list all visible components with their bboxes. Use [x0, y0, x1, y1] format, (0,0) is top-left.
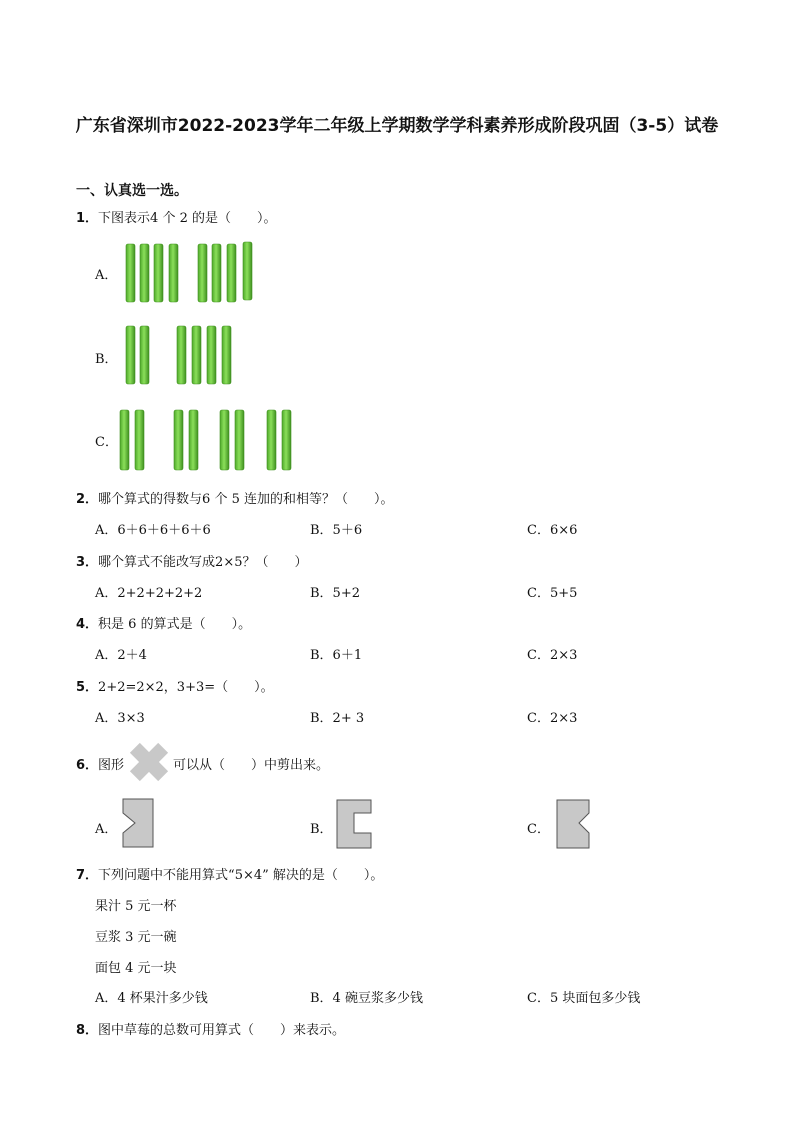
stick — [207, 326, 216, 384]
question-text: 下列问题中不能用算式“5×4” 解决的是（ ）。 — [98, 868, 384, 883]
q2-option-b[interactable]: B．5＋6 — [310, 523, 363, 538]
q6-option-b[interactable]: B． — [310, 822, 333, 837]
question-text: 图中草莓的总数可用算式（ ）来表示。 — [98, 1023, 346, 1038]
q4-option-b[interactable]: B．6＋1 — [310, 648, 363, 663]
section-heading: 一、认真选一选。 — [76, 183, 188, 199]
stick — [227, 244, 236, 302]
stick — [154, 244, 163, 302]
question-4 — [76, 613, 251, 632]
stick — [169, 244, 178, 302]
stick — [235, 410, 244, 470]
q7-option-b[interactable]: B．4 碗豆浆多少钱 — [310, 991, 423, 1006]
q3-option-b[interactable]: B．5+2 — [310, 586, 360, 601]
question-number: 7． — [76, 868, 99, 883]
option-label-c[interactable]: C． — [95, 435, 118, 450]
option-label-b[interactable]: B． — [95, 352, 118, 367]
stick — [198, 244, 207, 302]
stick — [135, 410, 144, 470]
question-text: 下图表示4 个 2 的是（ ）。 — [98, 211, 277, 226]
sticks-option-b — [126, 326, 231, 384]
info-line: 果汁 5 元一杯 — [95, 899, 177, 914]
question-text: 积是 6 的算式是（ ）。 — [98, 617, 252, 632]
info-line: 豆浆 3 元一碗 — [95, 930, 177, 945]
question-1 — [76, 207, 277, 226]
q2-option-a[interactable]: A．6＋6＋6＋6＋6 — [95, 523, 211, 538]
stick — [220, 410, 229, 470]
q3-option-a[interactable]: A．2+2+2+2+2 — [95, 586, 203, 601]
question-text: 2+2=2×2，3+3=（ ）。 — [98, 680, 274, 695]
x-cross-shape — [128, 741, 170, 783]
paper-shape-c[interactable] — [556, 799, 590, 849]
stick — [282, 410, 291, 470]
q2-option-c[interactable]: C．6×6 — [527, 523, 578, 538]
question-6 — [76, 754, 124, 773]
stick — [174, 410, 183, 470]
q4-option-c[interactable]: C．2×3 — [527, 648, 578, 663]
question-number: 8． — [76, 1023, 99, 1038]
stick — [212, 244, 221, 302]
stick — [192, 326, 201, 384]
q3-option-c[interactable]: C．5+5 — [527, 586, 578, 601]
option-label-a[interactable]: A． — [95, 268, 118, 283]
q7-option-a[interactable]: A．4 杯果汁多少钱 — [95, 991, 208, 1006]
question-text: 哪个算式的得数与6 个 5 连加的和相等？（ ）。 — [98, 492, 394, 507]
q4-option-a[interactable]: A．2＋4 — [95, 648, 147, 663]
stick — [120, 410, 129, 470]
paper-shape-a[interactable] — [122, 798, 154, 848]
question-3 — [76, 551, 307, 570]
question-text: 哪个算式不能改写成2×5？（ ） — [98, 555, 308, 570]
question-text-after: 可以从（ ）中剪出来。 — [173, 758, 330, 773]
question-number: 5． — [76, 680, 99, 695]
q5-option-b[interactable]: B．2+ 3 — [310, 711, 365, 726]
stick — [140, 326, 149, 384]
stick — [222, 326, 231, 384]
question-number: 1． — [76, 211, 99, 226]
stick — [189, 410, 198, 470]
q7-option-c[interactable]: C．5 块面包多少钱 — [527, 991, 641, 1006]
stick — [140, 244, 149, 302]
q6-option-c[interactable]: C． — [527, 822, 550, 837]
stick — [126, 244, 135, 302]
stick — [177, 326, 186, 384]
question-number: 6． — [76, 758, 99, 773]
stick — [126, 326, 135, 384]
q5-option-a[interactable]: A．3×3 — [95, 711, 145, 726]
question-8 — [76, 1019, 345, 1038]
info-line: 面包 4 元一块 — [95, 961, 177, 976]
stick — [267, 410, 276, 470]
stick — [243, 242, 252, 300]
question-number: 4． — [76, 617, 99, 632]
page-title: 广东省深圳市2022-2023学年二年级上学期数学学科素养形成阶段巩固（3-5）试卷 — [75, 116, 719, 136]
sticks-figure — [118, 238, 308, 478]
sticks-option-c — [120, 410, 291, 470]
question-5 — [76, 676, 274, 695]
question-7 — [76, 864, 383, 883]
question-number: 3． — [76, 555, 99, 570]
q5-option-c[interactable]: C．2×3 — [527, 711, 578, 726]
paper-shape-b[interactable] — [336, 799, 372, 849]
question-2 — [76, 488, 394, 507]
q6-option-a[interactable]: A． — [95, 822, 118, 837]
question-number: 2． — [76, 492, 99, 507]
question-text-before: 图形 — [98, 758, 125, 773]
sticks-option-a — [126, 242, 252, 302]
